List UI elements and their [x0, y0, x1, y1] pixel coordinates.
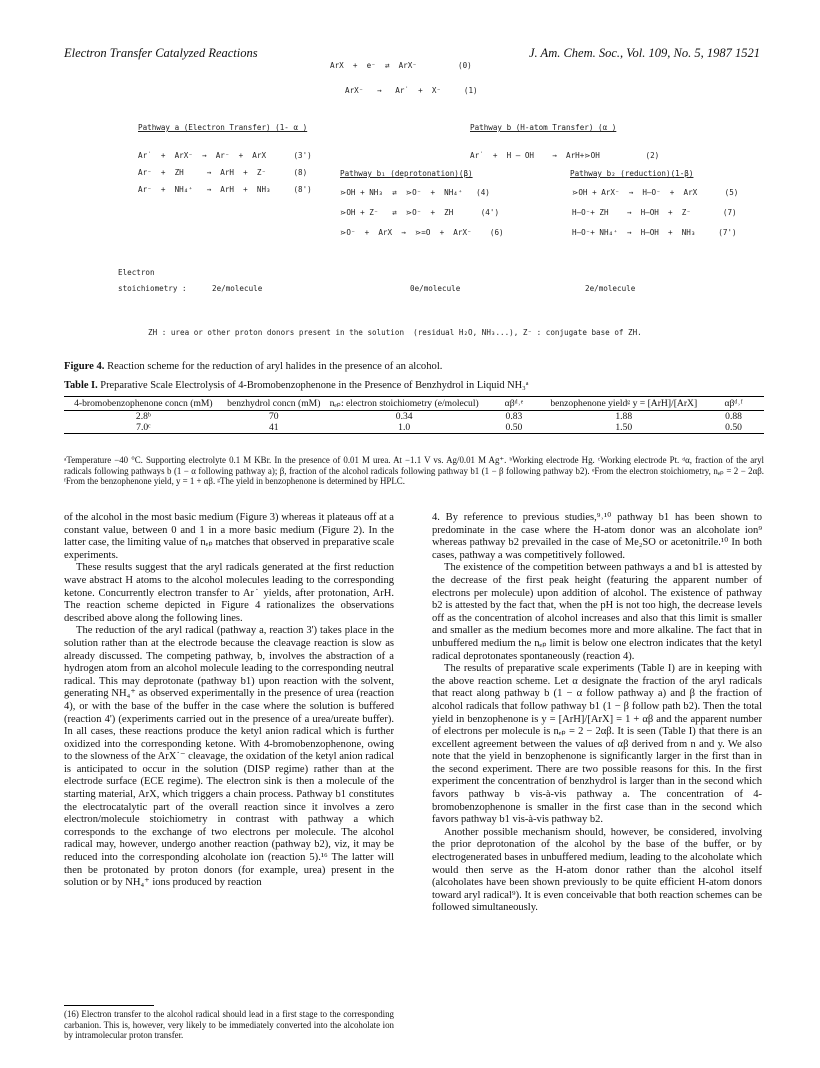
table-cell: 7.0ᶜ	[64, 422, 223, 434]
results-table	[64, 396, 764, 434]
scheme-b1-eq6: ⋗O⁻ + ArX → ⋗=O + ArX⁻ (6)	[340, 228, 504, 237]
scheme-stoich-b1: 0e/molecule	[410, 284, 461, 293]
figure-caption-text: Reaction scheme for the reduction of aryl halides in the presence of an alcohol.	[104, 361, 443, 372]
scheme-pathway-b-title: Pathway b (H-atom Transfer) (α )	[470, 123, 617, 132]
scheme-pathway-b1-title: Pathway b₁ (deprotonation)(β)	[340, 169, 473, 178]
body-paragraph: The results of preparative scale experiments (Table I) are in keeping with the above reaction scheme. Let α designate the fraction of the aryl radicals that react along pathway b (1 − α follow pathway a) and β the fraction of alcohol radicals that follow pathway b1 (1 − β follow path b2). Then the total yield in benzophenone is y = [ArH]/[ArX] = 1 + αβ and the apparent number of electrons per molecule is nₑₚ = 2 − 2αβ. It is seen (Table I) that there is an excellent agreement between the values of αβ derived from n and y. We also note that the yield in benzophenone is significantly larger in the first than in the second experiment. There are two possible reasons for this. In the first experiment the concentration of benzhydrol is larger than in the second which favors pathway b vis-à-vis pathway a. The concentration of 4-bromobenzophenone is smaller in the first case than in the second which favors pathway b1 vis-à-vis pathway b2.	[432, 663, 762, 826]
body-paragraph: The existence of the competition between pathways a and b1 is attested by the decrease of the first peak height (featuring the apparent number of electrons per molecule) upon addition of alcohol. The existence of pathway b2 is attested by the fact that, when the pH is not too high, the decrease levels off as the concentration of alcohol increases and also that this limit is smaller and smaller as the medium becomes more and more alkaline. The fact that in unbuffered medium the nₑₚ limit is below one electron indicates that the ketyl radical deprotonates spontaneously (reaction 4).	[432, 562, 762, 662]
table-cell: 41	[223, 422, 325, 434]
body-paragraph: 4. By reference to previous studies,⁹˒¹⁰ pathway b1 has been shown to predominate in the case where the H-atom donor was an alcoholate ion⁹ whereas pathway b2 prevailed in the case of Me₂SO or acetonitrile.¹⁰ In both cases, pathway a was competitively followed.	[432, 512, 762, 561]
scheme-stoich-a: 2e/molecule	[212, 284, 263, 293]
scheme-a-eq3p: Ar˙ + ArX⁻ → Ar⁻ + ArX (3')	[138, 151, 312, 160]
body-paragraph: The reduction of the aryl radical (pathway a, reaction 3') takes place in the solution rather than at the electrode because the cleavage reaction is slow as already discussed. The competing pathway, b, involves the abstraction of a hydrogen atom from an alcohol molecule leading to the corresponding neutral radical. This may deprotonate (pathway b1) upon reaction with the solvent, generating NH₄⁺ as observed experimentally in the presence of urea (reaction 4), or with the base of the buffer in the case where the solution is buffered (reaction 4') (experiments carried out in the presence of a urea/ureate buffer). In all cases, these reactions produce the ketyl anion radical which is further oxidized into the corresponding ketone. With 4-bromobenzophenone, owing to the slowness of the ArX˙⁻ cleavage, the oxidation of the ketyl anion radical is anticipated to occur in the solution (DISP regime) rather than at the electrode surface (ECE regime). The electron sink is then a molecule of the starting material, ArX, which triggers a chain process. Pathway b1 constitutes the electrocatalytic part of the overall reaction since it involves a zero electron/molecule stoichiometry in contrast with pathway a which corresponds to the exchange of two electrons per molecule. The alcohol radical may, however, undergo another reaction (pathway b2), viz, it may be reduced into the corresponding alcoholate ion (reaction 5).¹⁶ The latter will then be protonated by proton donors (for example, urea) present in the solution or by NH₄⁺ ions produced by reaction	[64, 625, 394, 889]
figure-label: Figure 4.	[64, 361, 105, 372]
col-header-electron-stoichiometry: nₑₚ: electron stoichiometry (e/molecul)	[325, 397, 484, 411]
scheme-stoich-b2: 2e/molecule	[585, 284, 636, 293]
col-header-alpha-beta-y: αβᵈ˒ᶠ	[703, 397, 764, 411]
scheme-b2-eq7p: H—O⁻+ NH₄⁺ → H—OH + NH₃ (7')	[572, 228, 737, 237]
table-header-row	[64, 397, 764, 411]
scheme-b-eq2: Ar˙ + H — OH → ArH+⋗OH (2)	[470, 151, 660, 160]
scheme-b1-eq4p: ⋗OH + Z⁻ ⇄ ⋗O⁻ + ZH (4')	[340, 208, 500, 217]
scheme-b1-eq4: ⋗OH + NH₃ ⇄ ⋗O⁻ + NH₄⁺ (4)	[340, 188, 490, 197]
running-header-left: Electron Transfer Catalyzed Reactions	[64, 46, 258, 60]
body-paragraph: These results suggest that the aryl radicals generated at the first reduction wave abstract H atoms to the alcohol molecules leading to the corresponding ketone. Concurrently electron transfer to Ar˙ yields, after protonation, ArH. The reaction scheme depicted in Figure 4 rationalizes the observations described above along the following lines.	[64, 562, 394, 624]
table-cell: 70	[268, 411, 279, 422]
table-label: Table I.	[64, 380, 98, 391]
col-header-bromobenzophenone: 4-bromobenzophenone concn (mM)	[64, 397, 223, 411]
scheme-a-eq8p: Ar⁻ + NH₄⁺ → ArH + NH₃ (8')	[138, 185, 312, 194]
scheme-b2-eq7: H—O⁻+ ZH → H—OH + Z⁻ (7)	[572, 208, 737, 217]
body-paragraph: of the alcohol in the most basic medium (Figure 3) whereas it plateaus off at a constant value, between 0 and 1 in a more basic medium (Figure 2). In the latter case, the limiting value of nₑₚ matches that observed in preparative scale experiments.	[64, 512, 394, 561]
scheme-pathway-b2-title: Pathway b₂ (reduction)(1-β)	[570, 169, 694, 178]
table-cell: 0.34	[395, 411, 413, 422]
scheme-eq1: ArX⁻ → Ar˙ + X⁻ (1)	[345, 86, 478, 95]
body-column-left	[64, 512, 394, 890]
reaction-scheme-figure	[0, 58, 820, 358]
scheme-b2-eq5: ⋗OH + ArX⁻ → H—O⁻ + ArX (5)	[572, 188, 739, 197]
table-row	[64, 411, 764, 423]
table-cell: 1.0	[325, 422, 484, 434]
col-header-benzhydrol: benzhydrol concn (mM)	[223, 397, 325, 411]
table-footnotes: ᵃTemperature −40 °C. Supporting electrolyte 0.1 M KBr. In the presence of 0.01 M urea. At −1.1 V vs. Ag/0.01 M Ag⁺. ᵇWorking electrode Hg. ᶜWorking electrode Pt. ᵈα, fraction of the aryl radicals following pathways b (1 − α following pathway a); β, fraction of the alcohol radicals following pathway b1 (1 − β following pathway b2). ᵉFrom the electron stoichiometry, nₑₚ = 2 − 2αβ. ᶠFrom the benzophenone yield, y = 1 + αβ. ᵍThe yield in benzophenone is determined by HPLC.	[64, 455, 764, 487]
figure-caption	[64, 361, 764, 372]
scheme-a-eq8: Ar⁻ + ZH → ArH + Z⁻ (8)	[138, 168, 308, 177]
scheme-stoich-label-2: stoichiometry :	[118, 284, 187, 293]
body-paragraph: Another possible mechanism should, however, be considered, involving the prior deprotonation of the alcohol by the base of the buffer, or by electrogenerated bases in unbuffered medium, leading to the alcoholate which would then serve as the H-atom donor rather than the alcohol itself (alcoholates have been shown previously to be quite efficient H-atom donors toward aryl radical⁹). It is even conceivable that both reaction schemes can be followed simultaneously.	[432, 826, 762, 914]
body-column-right	[432, 512, 762, 915]
table-title: Preparative Scale Electrolysis of 4-Bromobenzophenone in the Presence of Benzhydrol in Liquid NH₃ᵃ	[97, 380, 529, 391]
table-cell: 1.88	[615, 411, 633, 422]
table-cell: 0.83	[505, 411, 523, 422]
footnote-16: (16) Electron transfer to the alcohol radical should lead in a first stage to the corresponding carbanion. This is, however, very likely to be immediately converted into the alcoholate ion by intramolecular proton transfer.	[64, 1009, 394, 1040]
table-cell: 0.88	[725, 411, 742, 422]
table-caption	[64, 380, 764, 391]
running-header-right: J. Am. Chem. Soc., Vol. 109, No. 5, 1987 1521	[528, 46, 760, 60]
footnote-rule	[64, 1005, 154, 1006]
table-cell: 1.50	[544, 422, 703, 434]
scheme-zh-note: ZH : urea or other proton donors present in the solution (residual H₂O, NH₃...), Z⁻ : conjugate base of ZH.	[148, 328, 642, 337]
scheme-stoich-label-1: Electron	[118, 268, 155, 277]
table-cell: 0.50	[703, 422, 764, 434]
scheme-pathway-a-title: Pathway a (Electron Transfer) (1- α )	[138, 123, 308, 132]
col-header-benzophenone-yield: benzophenone yieldᵍ y = [ArH]/[ArX]	[544, 397, 703, 411]
col-header-alpha-beta-n: αβᵈ˒ᵉ	[484, 397, 545, 411]
table-cell: 2.8ᵇ	[135, 411, 151, 422]
table-cell: 0.50	[484, 422, 545, 434]
table-row	[64, 422, 764, 434]
scheme-eq0: ArX + e⁻ ⇄ ArX⁻ (0)	[330, 61, 472, 70]
